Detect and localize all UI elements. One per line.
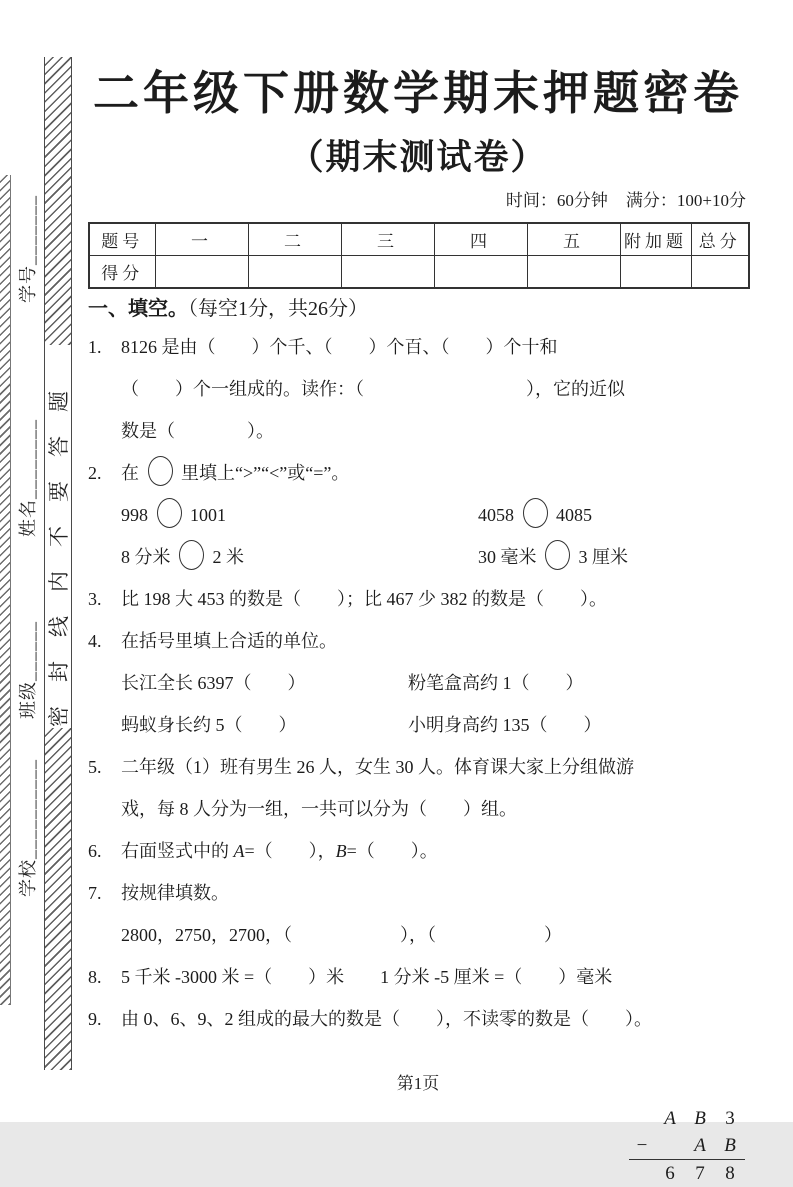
school-label: 学校__________ xyxy=(18,759,38,897)
vform-cell xyxy=(629,1160,655,1187)
question-line: 数是（ ）。 xyxy=(121,421,274,441)
question-text: =（ ）， xyxy=(244,841,336,861)
question-line: 在括号里填上合适的单位。 xyxy=(121,631,337,651)
minus-sign: − xyxy=(636,1135,648,1156)
question-number: 6. xyxy=(88,841,102,861)
vform-cell: 8 xyxy=(725,1163,735,1184)
exam-meta xyxy=(88,188,746,214)
time-limit: 时间：60分钟 xyxy=(505,191,608,210)
vform-cell: 7 xyxy=(695,1163,705,1184)
question-number: 3. xyxy=(88,589,102,609)
vform-result-row xyxy=(629,1159,745,1187)
variable-a: A xyxy=(233,841,245,861)
question-5 xyxy=(88,746,748,830)
question-number: 1. xyxy=(88,337,102,357)
score-table-header-row xyxy=(89,223,749,256)
score-table-score-row xyxy=(89,256,749,289)
score-header-1: 一 xyxy=(155,223,248,256)
seal-hatch-top xyxy=(45,57,71,345)
question-text: 右面竖式中的 xyxy=(121,841,234,861)
question-line: 8126 是由（ ）个千、（ ）个百、（ ）个十和 xyxy=(121,337,558,357)
score-cell xyxy=(155,256,248,289)
question-1 xyxy=(88,326,748,452)
vform-cell: B xyxy=(724,1135,736,1156)
vertical-calculation xyxy=(629,1105,745,1187)
question-line xyxy=(121,494,748,536)
question-line: 在 里填上“>”“<”或“=”。 xyxy=(121,452,748,494)
vform-row-1 xyxy=(629,1105,745,1132)
compare-item: 4058 4085 xyxy=(478,494,592,536)
score-table xyxy=(88,222,750,289)
exam-subtitle: （期末测试卷） xyxy=(288,138,548,177)
full-score: 满分：100+10分 xyxy=(625,191,746,210)
question-number: 4. xyxy=(88,631,102,651)
page-edge-hatch xyxy=(0,175,11,1005)
question-9 xyxy=(88,998,748,1040)
question-number: 9. xyxy=(88,1009,102,1029)
compare-item: 8 分米 2 米 xyxy=(121,536,478,578)
unit-item: 蚂蚁身长约 5（ ） xyxy=(121,715,297,735)
question-line: 2800，2750，2700，（ ），（ ） xyxy=(121,925,562,945)
question-line xyxy=(121,830,748,872)
score-header-total: 总分 xyxy=(691,223,749,256)
question-line: 由 0、6、9、2 组成的最大的数是（ ），不读零的数是（ ）。 xyxy=(121,1009,652,1029)
vform-cell: A xyxy=(694,1135,706,1156)
seal-warning-text: 密封线内不要答题 xyxy=(47,367,71,727)
score-header-2: 二 xyxy=(248,223,341,256)
section-title: 一、填空。 xyxy=(88,298,188,320)
score-header-3: 三 xyxy=(341,223,434,256)
class-label: 班级______ xyxy=(18,621,38,719)
unit-item: 长江全长 6397（ ） xyxy=(121,673,306,693)
vform-row-2 xyxy=(629,1132,745,1159)
question-line: 按规律填数。 xyxy=(121,883,229,903)
seal-hatch-bottom xyxy=(45,728,71,1070)
compare-item: 30 毫米 3 厘米 xyxy=(478,536,628,578)
vform-cell: B xyxy=(694,1108,706,1129)
question-line: 二年级（1）班有男生 26 人，女生 30 人。体育课大家上分组做游 xyxy=(121,757,634,777)
score-cell xyxy=(620,256,691,289)
vform-cell: A xyxy=(664,1108,676,1129)
section-note: （每空1分，共26分） xyxy=(188,298,368,320)
question-number: 7. xyxy=(88,883,102,903)
score-cell xyxy=(434,256,527,289)
question-4 xyxy=(88,620,748,746)
score-header-5: 五 xyxy=(527,223,620,256)
question-number: 5. xyxy=(88,757,102,777)
page-number: 第1页 xyxy=(396,1074,440,1093)
score-cell xyxy=(248,256,341,289)
score-header-tihao: 题号 xyxy=(89,223,155,256)
question-line xyxy=(121,704,748,746)
question-line: 比 198 大 453 的数是（ ）；比 467 少 382 的数是（ ）。 xyxy=(121,589,607,609)
score-cell xyxy=(341,256,434,289)
vform-cell: 3 xyxy=(725,1108,735,1129)
vform-cell: 6 xyxy=(665,1163,675,1184)
score-header-bonus: 附加题 xyxy=(620,223,691,256)
question-7 xyxy=(88,872,748,956)
section-heading xyxy=(88,292,748,326)
question-line: 5 千米 -3000 米 =（ ）米 1 分米 -5 厘米 =（ ）毫米 xyxy=(121,967,613,987)
score-row-label: 得分 xyxy=(89,256,155,289)
unit-item: 小明身高约 135（ ） xyxy=(408,715,602,735)
vform-cell xyxy=(629,1105,655,1132)
vform-cell xyxy=(655,1132,685,1159)
question-number: 8. xyxy=(88,967,102,987)
unit-item: 粉笔盒高约 1（ ） xyxy=(408,673,584,693)
exam-title: 二年级下册数学期末押题密卷 xyxy=(93,68,743,119)
question-3 xyxy=(88,578,748,620)
compare-item: 998 1001 xyxy=(121,494,478,536)
question-8 xyxy=(88,956,748,998)
question-6 xyxy=(88,830,748,872)
question-line: （ ）个一组成的。读作：（ ），它的近似 xyxy=(121,379,625,399)
student-id-label: 学号_______ xyxy=(18,195,38,303)
question-line xyxy=(121,536,748,578)
question-2 xyxy=(88,452,748,578)
variable-b: B xyxy=(335,841,347,861)
question-text: =（ ）。 xyxy=(346,841,438,861)
name-label: 姓名________ xyxy=(18,419,38,537)
question-line xyxy=(121,662,748,704)
question-line: 戏，每 8 人分为一组，一共可以分为（ ）组。 xyxy=(121,799,517,819)
question-number: 2. xyxy=(88,463,102,483)
score-cell xyxy=(691,256,749,289)
score-header-4: 四 xyxy=(434,223,527,256)
score-cell xyxy=(527,256,620,289)
